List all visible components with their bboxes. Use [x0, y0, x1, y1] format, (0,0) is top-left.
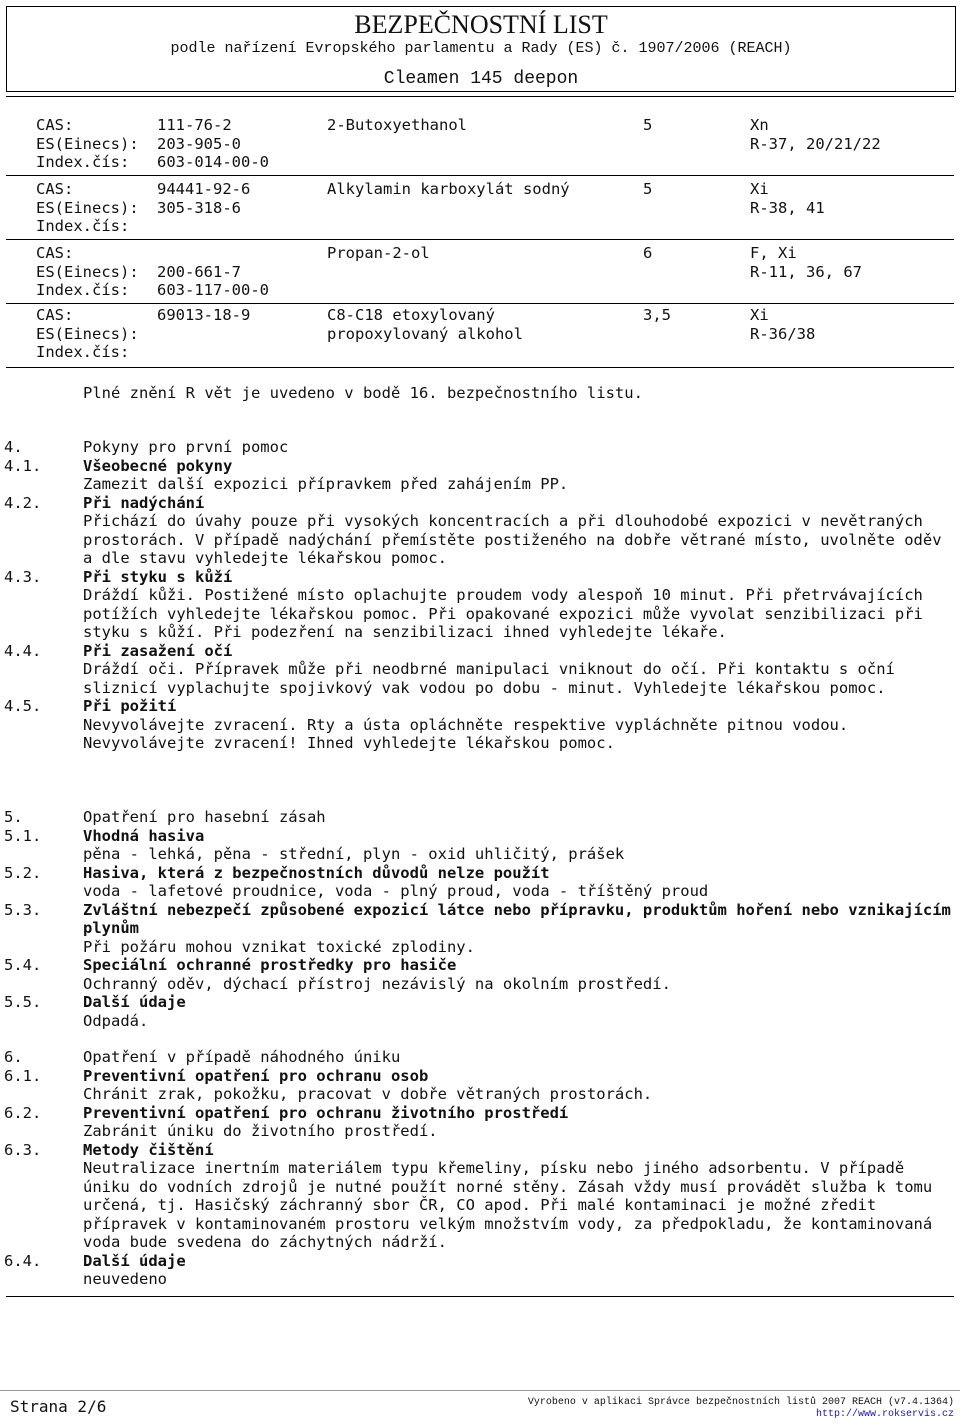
- section-title: Zvláštní nebezpečí způsobené expozicí látce nebo přípravku, produktům hoření nebo vznikajícím plynům: [83, 900, 951, 937]
- component-concentration: 5: [643, 180, 653, 198]
- row-divider: [6, 303, 954, 304]
- section-text: Zamezit další expozici přípravkem před zahájením PP.: [83, 475, 569, 493]
- section-text: neuvedeno: [83, 1270, 167, 1288]
- identifier-value: 94441-92-6: [157, 180, 251, 198]
- page-footer: [0, 1390, 960, 1424]
- component-name: Propan-2-ol: [327, 244, 430, 262]
- row-divider: [6, 239, 954, 240]
- component-classification: Xi: [750, 306, 769, 324]
- component-classification: R-38, 41: [750, 198, 825, 217]
- component-classification: F, Xi: [750, 244, 797, 262]
- section-text: Přichází do úvahy pouze při vysokých koncentracích a při dlouhodobé expozici v nevětraných prostorách. V případě nadýchání přemístěte postiženého na dobře větrané místo, uvolněte oděv a dle stavu vyhledejte lékařskou pomoc.: [83, 512, 942, 567]
- identifier-value: 111-76-2: [157, 116, 232, 134]
- component-name: Alkylamin karboxylát sodný: [327, 180, 570, 198]
- section-number: 4.1.: [4, 456, 42, 475]
- section-number: 4.2.: [4, 493, 42, 512]
- section-text: Neutralizace inertním materiálem typu křemeliny, písku nebo jiného adsorbentu. V případě úniku do vodních zdrojů je nutné použít norné stěny. Zásah vždy musí provádět služba k tomu určená, tj. Hasičský záchranný sbor ČR, CO apod. Při malé kontaminaci je možné zředit přípravek v kontaminovaném prostoru velkým množstvím vody, za předpokladu, že kontaminovaná voda bude svedena do záchytných nádrží.: [83, 1159, 933, 1251]
- row-divider: [6, 175, 954, 176]
- component-concentration: 5: [643, 116, 653, 134]
- identifier-label: ES(Einecs):: [36, 262, 139, 281]
- identifier-value: 69013-18-9: [157, 306, 251, 324]
- identifier-value: 203-905-0: [157, 134, 241, 153]
- section-number: 4.5.: [4, 697, 42, 715]
- document-header: [6, 6, 956, 92]
- identifier-label: Index.čís:: [36, 153, 130, 171]
- component-classification: R-11, 36, 67: [750, 262, 862, 281]
- generator-info: [528, 1397, 954, 1421]
- section-title: Pokyny pro první pomoc: [83, 438, 289, 456]
- section-number: 6.: [4, 1048, 23, 1066]
- identifier-label: Index.čís:: [36, 343, 130, 361]
- product-name: Cleamen 145 deepon: [383, 69, 579, 89]
- section-number: 6.2.: [4, 1103, 42, 1122]
- section-text: Dráždí kůži. Postižené místo oplachujte proudem vody alespoň 10 minut. Při přetrvávajících potížích vyhledejte lékařskou pomoc. Při opakované expozici může vyvolat senzibilizaci při styku s kůží. Při podezření na senzibilizaci ihned vyhledejte lékaře.: [83, 586, 923, 641]
- identifier-label: ES(Einecs):: [36, 134, 139, 153]
- section-number: 5.5.: [4, 993, 42, 1011]
- section-text: Chránit zrak, pokožku, pracovat v dobře větraných prostorách.: [83, 1085, 653, 1103]
- page-number: Strana 2/6: [10, 1397, 107, 1416]
- identifier-label: CAS:: [36, 116, 74, 134]
- identifier-label: CAS:: [36, 306, 74, 324]
- sections-box: [6, 372, 954, 1297]
- section-title: Při nadýchání: [83, 493, 205, 512]
- section-title: Hasiva, která z bezpečnostních důvodů nelze použít: [83, 863, 550, 882]
- section-number: 4.3.: [4, 567, 42, 586]
- section-title: Všeobecné pokyny: [83, 456, 233, 475]
- generator-link[interactable]: http://www.rokservis.cz: [815, 1409, 954, 1420]
- document-subtitle: podle nařízení Evropského parlamentu a Rady (ES) č. 1907/2006 (REACH): [170, 40, 792, 57]
- component-row: [6, 306, 954, 368]
- section-number: 5.2.: [4, 863, 42, 882]
- section-title: Opatření v případě náhodného úniku: [83, 1048, 401, 1066]
- section-number: 5.1.: [4, 826, 42, 845]
- component-row: [6, 116, 954, 176]
- section-title: Metody čištění: [83, 1140, 214, 1159]
- identifier-label: CAS:: [36, 244, 74, 262]
- section-number: 4.4.: [4, 641, 42, 660]
- section-text: Ochranný oděv, dýchací přístroj nezávislý na okolním prostředí.: [83, 974, 671, 993]
- component-classification: Xi: [750, 180, 769, 198]
- document-title: BEZPEČNOSTNÍ LIST: [354, 10, 608, 39]
- generator-text: Vyrobeno v aplikaci Správce bezpečnostních listů 2007 REACH (v7.4.1364): [527, 1397, 954, 1408]
- section-title: Při požití: [83, 697, 177, 715]
- component-concentration: 6: [643, 244, 653, 262]
- section-title: Při styku s kůží: [83, 567, 233, 586]
- section-number: 5.4.: [4, 956, 42, 974]
- components-table: [6, 96, 954, 371]
- section-number: 5.3.: [4, 900, 42, 919]
- section-title: Opatření pro hasební zásah: [83, 808, 326, 826]
- identifier-value: 603-117-00-0: [157, 281, 269, 299]
- component-row: [6, 244, 954, 304]
- identifier-label: CAS:: [36, 180, 74, 198]
- identifier-label: ES(Einecs):: [36, 198, 139, 217]
- component-name: propoxylovaný alkohol: [327, 324, 523, 343]
- section-text: Při požáru mohou vznikat toxické zplodiny.: [83, 937, 475, 956]
- identifier-label: Index.čís:: [36, 281, 130, 299]
- section-text: pěna - lehká, pěna - střední, plyn - oxid uhličitý, prášek: [83, 845, 625, 863]
- component-classification: Xn: [750, 116, 769, 134]
- section-title: Preventivní opatření pro ochranu osob: [83, 1066, 429, 1085]
- component-concentration: 3,5: [643, 306, 671, 324]
- component-row: [6, 180, 954, 240]
- section-number: 4.: [4, 438, 23, 456]
- identifier-label: Index.čís:: [36, 217, 130, 235]
- r-phrases-note: Plné znění R vět je uvedeno v bodě 16. bezpečnostního listu.: [83, 384, 643, 402]
- identifier-value: 603-014-00-0: [157, 153, 269, 171]
- section-title: Vhodná hasiva: [83, 826, 205, 845]
- component-classification: R-37, 20/21/22: [750, 134, 881, 153]
- section-title: Speciální ochranné prostředky pro hasiče: [83, 956, 457, 974]
- row-divider: [6, 367, 954, 368]
- section-title: Při zasažení očí: [83, 641, 233, 660]
- section-title: Preventivní opatření pro ochranu životního prostředí: [83, 1103, 569, 1122]
- identifier-value: 305-318-6: [157, 198, 241, 217]
- identifier-value: 200-661-7: [157, 262, 241, 281]
- section-text: Nevyvolávejte zvracení. Rty a ústa opláchněte respektive vypláchněte pitnou vodou. Nevyvolávejte zvracení! Ihned vyhledejte lékařskou pomoc.: [83, 715, 849, 752]
- section-number: 5.: [4, 808, 23, 826]
- component-name: C8-C18 etoxylovaný: [327, 306, 495, 324]
- section-number: 6.3.: [4, 1140, 42, 1159]
- component-classification: R-36/38: [750, 324, 816, 343]
- component-name: 2-Butoxyethanol: [327, 116, 467, 134]
- section-text: Odpadá.: [83, 1011, 149, 1030]
- section-text: Dráždí oči. Přípravek může při neodbrné manipulaci vniknout do očí. Při kontaktu s oční sliznicí vyplachujte spojivkový vak vodou po dobu - minut. Vyhledejte lékařskou pomoc.: [83, 660, 895, 697]
- section-text: voda - lafetové proudnice, voda - plný proud, voda - tříštěný proud: [83, 882, 709, 900]
- section-number: 6.1.: [4, 1066, 42, 1085]
- section-title: Další údaje: [83, 993, 186, 1011]
- section-number: 6.4.: [4, 1251, 42, 1270]
- identifier-label: ES(Einecs):: [36, 324, 139, 343]
- section-text: Zabránit úniku do životního prostředí.: [83, 1122, 438, 1140]
- section-title: Další údaje: [83, 1251, 186, 1270]
